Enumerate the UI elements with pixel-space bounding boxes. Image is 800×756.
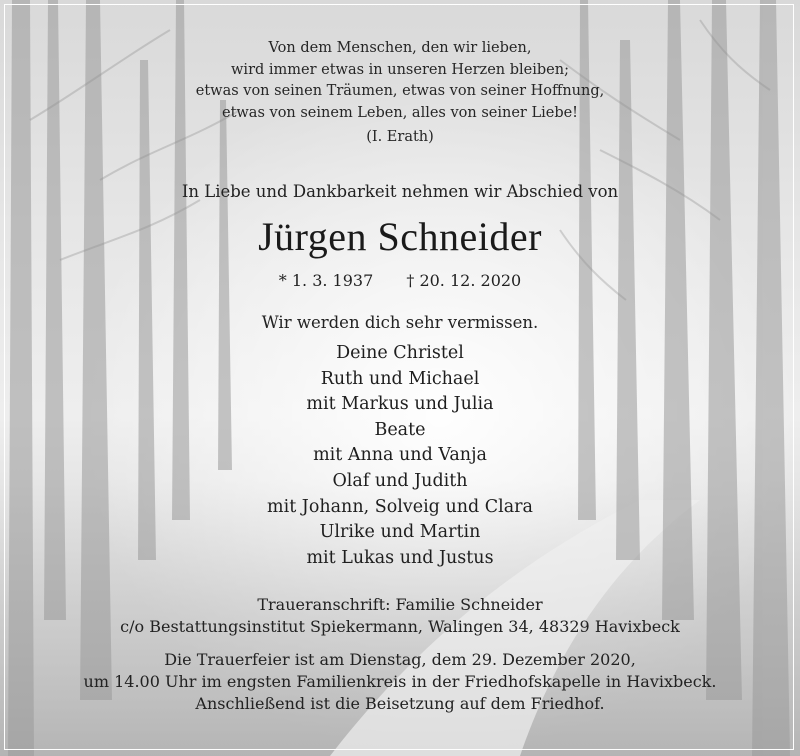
poem xyxy=(0,38,800,124)
service-line: um 14.00 Uhr im engsten Familienkreis in der Friedhofskapelle in Havixbeck. xyxy=(83,672,717,691)
family-line: Ruth und Michael xyxy=(320,368,480,389)
poem-line: wird immer etwas in unseren Herzen bleiben; xyxy=(231,61,569,78)
farewell-intro: In Liebe und Dankbarkeit nehmen wir Abschied von xyxy=(181,182,619,201)
poem-line: etwas von seinen Träumen, etwas von seiner Hoffnung, xyxy=(195,83,605,99)
address-line: Traueranschrift: Familie Schneider xyxy=(257,595,543,614)
family-line: mit Markus und Julia xyxy=(306,394,494,415)
life-dates xyxy=(0,271,800,290)
deceased-name: Jürgen Schneider xyxy=(258,214,542,259)
birth-date: * 1. 3. 1937 xyxy=(278,271,374,290)
poem-author: (I. Erath) xyxy=(366,129,434,145)
family-line: Ulrike und Martin xyxy=(319,522,481,543)
family-line: mit Johann, Solveig und Clara xyxy=(267,496,533,517)
service-line: Anschließend ist die Beisetzung auf dem Friedhof. xyxy=(195,694,605,713)
address-line: c/o Bestattungsinstitut Spiekermann, Walingen 34, 48329 Havixbeck xyxy=(120,617,680,636)
family-line: Beate xyxy=(374,419,426,440)
death-date: † 20. 12. 2020 xyxy=(406,271,522,290)
mourning-address xyxy=(0,594,800,638)
family-line: Deine Christel xyxy=(336,343,464,363)
family-list xyxy=(0,341,800,571)
family-line: mit Anna und Vanja xyxy=(313,445,487,466)
funeral-service-info xyxy=(0,649,800,715)
poem-line: Von dem Menschen, den wir lieben, xyxy=(268,40,532,56)
family-line: Olaf und Judith xyxy=(332,470,468,491)
service-line: Die Trauerfeier ist am Dienstag, dem 29. Dezember 2020, xyxy=(164,650,636,669)
poem-line: etwas von seinem Leben, alles von seiner Liebe! xyxy=(221,104,579,121)
family-line: mit Lukas und Justus xyxy=(306,547,494,568)
miss-text: Wir werden dich sehr vermissen. xyxy=(261,313,539,332)
